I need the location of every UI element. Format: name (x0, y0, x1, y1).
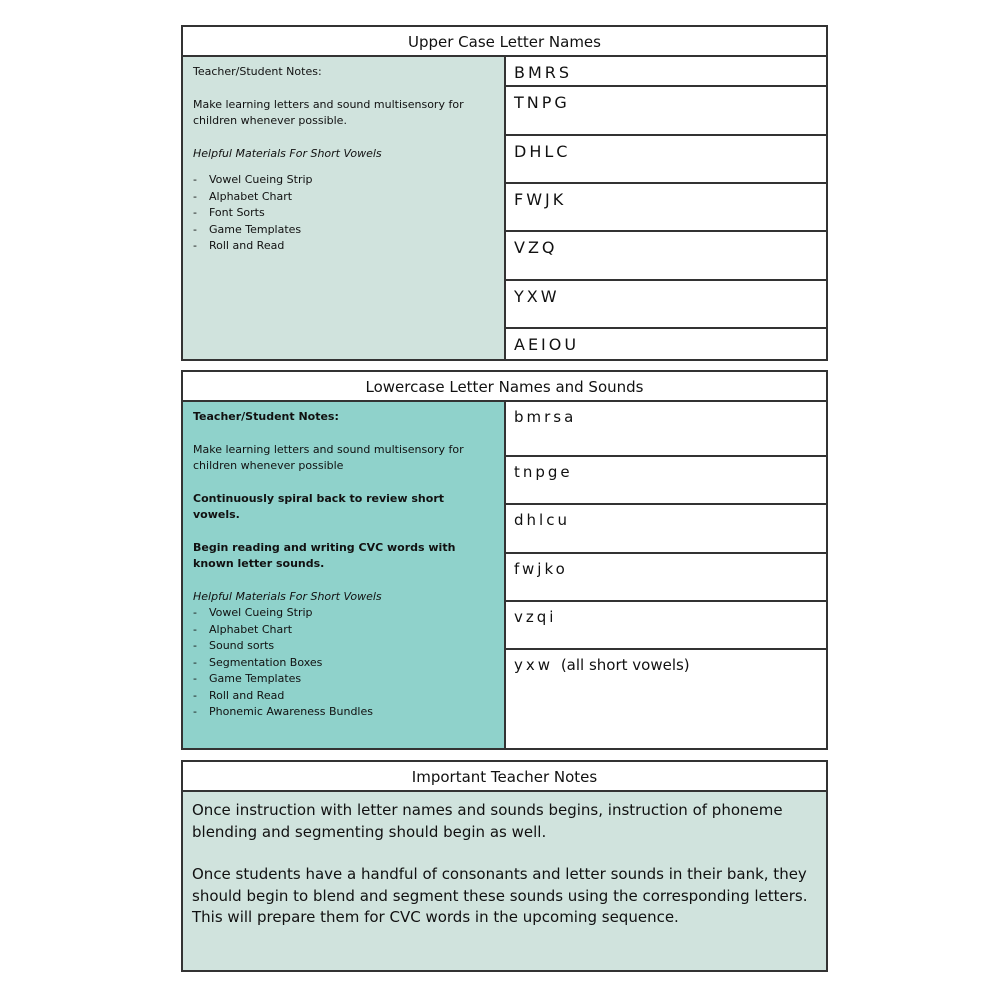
list-item: - Game Templates (193, 671, 494, 688)
list-item: - Game Templates (193, 222, 494, 239)
list-item: - Segmentation Boxes (193, 655, 494, 672)
lower-materials-list (193, 605, 494, 721)
letter-row-last (506, 650, 826, 748)
upper-case-title: Upper Case Letter Names (183, 27, 826, 57)
letter-row: FWJK (506, 184, 826, 232)
upper-notes-heading: Teacher/Student Notes: (193, 65, 322, 78)
teacher-paragraph-1: Once instruction with letter names and sounds begins, instruction of phoneme blending and segmenting should begin as well. (192, 801, 783, 841)
short-vowels-note: (all short vowels) (560, 656, 690, 674)
letter-row: AEIOU (514, 335, 580, 354)
list-item: - Vowel Cueing Strip (193, 605, 494, 622)
upper-case-panel (181, 25, 828, 361)
teacher-notes-body (183, 792, 826, 970)
letter-row: dhlcu (506, 505, 826, 554)
list-item: - Alphabet Chart (193, 622, 494, 639)
letter-row: tnpge (506, 457, 826, 505)
list-item: - Font Sorts (193, 205, 494, 222)
letter-row: VZQ (506, 232, 826, 281)
letter-row: DHLC (506, 136, 826, 184)
list-item: - Phonemic Awareness Bundles (193, 704, 494, 721)
teacher-notes-title: Important Teacher Notes (183, 762, 826, 792)
list-item: - Vowel Cueing Strip (193, 172, 494, 189)
list-item: - Sound sorts (193, 638, 494, 655)
letter-row: fwjko (506, 554, 826, 602)
teacher-notes-panel (181, 760, 828, 972)
letter-row: BMRS (506, 57, 826, 87)
lowercase-panel (181, 370, 828, 750)
letter-row: vzqi (506, 602, 826, 650)
upper-notes (183, 57, 506, 359)
lower-notes-heading: Teacher/Student Notes: (193, 410, 339, 423)
lower-cvc-text: Begin reading and writing CVC words with known letter sounds. (193, 540, 456, 570)
lower-notes-text: Make learning letters and sound multisensory for children whenever possible (193, 442, 464, 472)
lower-notes (183, 402, 506, 748)
list-item: - Alphabet Chart (193, 189, 494, 206)
lower-letter-rows (506, 402, 826, 748)
list-item: - Roll and Read (193, 688, 494, 705)
teacher-paragraph-2: Once students have a handful of consonants and letter sounds in their bank, they should begin to blend and segment these sounds using the corresponding letters. This will prepare them for CVC words in the upcoming sequence. (192, 865, 808, 926)
list-item: - Roll and Read (193, 238, 494, 255)
lowercase-title: Lowercase Letter Names and Sounds (183, 372, 826, 402)
letter-row: YXW (506, 281, 826, 329)
upper-materials-heading: Helpful Materials For Short Vowels (193, 146, 382, 160)
upper-notes-text: Make learning letters and sound multisensory for children whenever possible. (193, 97, 464, 127)
letter-row-letters: yxw (514, 656, 554, 674)
lower-spiral-text: Continuously spiral back to review short vowels. (193, 491, 445, 521)
upper-letter-rows (506, 57, 826, 359)
upper-materials-list (193, 172, 494, 255)
letter-row: bmrsa (506, 402, 826, 457)
letter-row: TNPG (506, 87, 826, 136)
lower-materials-heading: Helpful Materials For Short Vowels (193, 589, 382, 603)
